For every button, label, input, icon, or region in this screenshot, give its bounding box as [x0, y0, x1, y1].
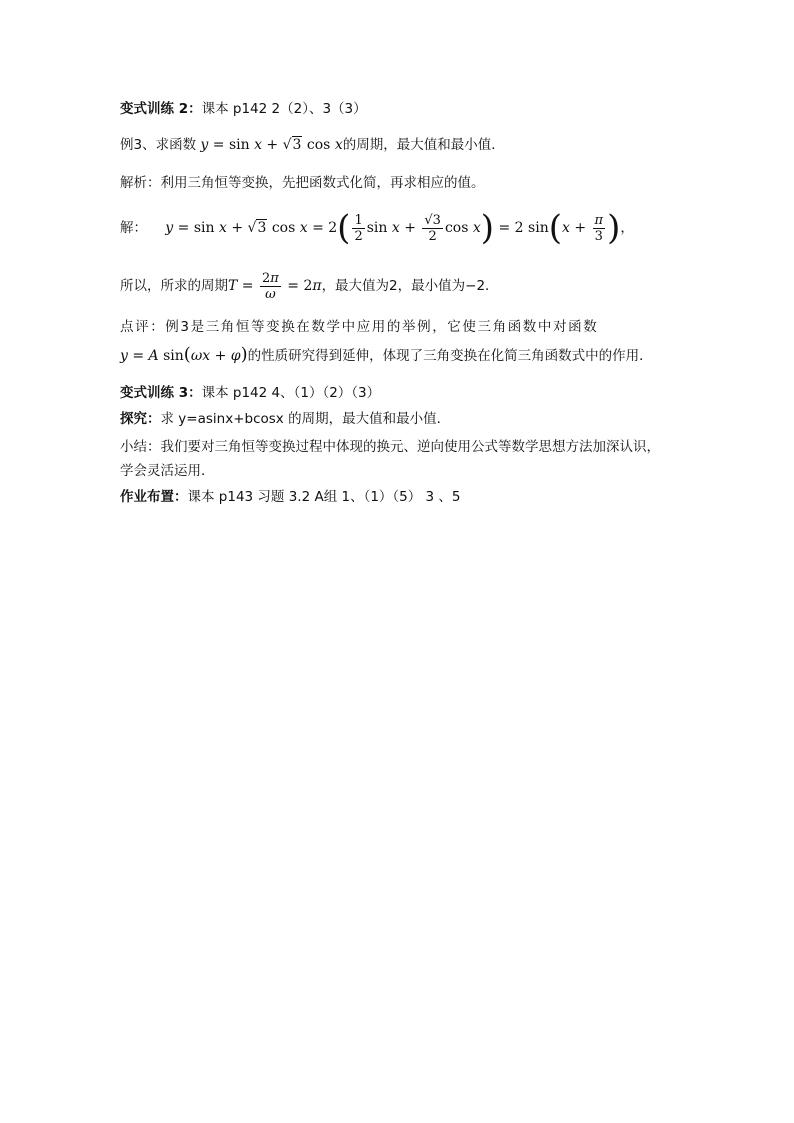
period-prefix: 所以，所求的周期 — [120, 278, 228, 294]
summary-line-2 — [120, 462, 215, 480]
comment-text-2: 的性质研究得到延伸，体现了三角变换在化简三角函数式中的作用． — [247, 348, 653, 364]
summary-line-1 — [120, 438, 660, 456]
solution-suffix: ， — [620, 220, 634, 236]
analysis-line — [120, 174, 485, 192]
exploration-line — [120, 410, 450, 428]
solution-prefix: 解： — [120, 220, 147, 236]
variant-exercise-2-text: 课本 p142 2（2）、3（3） — [201, 101, 367, 117]
solution-formula: y = sin x + √3 cos x = 2( $\frac{1}{2}$ sin x + $\frac{√3}{2}$ cos x) = 2 sin(x + $\frac{\pi}{3}$ ) — [165, 208, 621, 248]
exploration-label: 探究： — [120, 411, 161, 427]
function-formula: y = sin x + √3 cos x — [200, 137, 343, 153]
example-3-line — [120, 136, 505, 154]
comment-line-1 — [120, 318, 598, 336]
variant-exercise-3-text: 课本 p142 4、（1）（2）（3） — [201, 385, 381, 401]
example-3-suffix: 的周期，最大值和最小值． — [342, 137, 505, 153]
variant-exercise-3 — [120, 384, 380, 402]
exploration-text: 求 y=asinx+bcosx 的周期，最大值和最小值． — [160, 411, 451, 427]
general-sine-formula: y = A sin(ωx + φ) — [120, 344, 248, 365]
summary-text-2: 学会灵活运用． — [120, 463, 215, 479]
variant-exercise-3-label: 变式训练 3： — [120, 385, 202, 401]
solution-line — [120, 208, 634, 248]
period-formula: T = $\frac{2\pi}{\omega}$ = 2π — [228, 270, 322, 302]
analysis-text: 解析：利用三角恒等变换，先把函数式化简，再求相应的值。 — [120, 175, 485, 191]
homework-line — [120, 488, 461, 506]
comment-line-2 — [120, 346, 653, 365]
example-3-prefix: 例3、求函数 — [120, 137, 197, 153]
period-suffix: ，最大值为2，最小值为−2． — [321, 278, 499, 294]
homework-label: 作业布置： — [120, 489, 188, 505]
variant-exercise-2-label: 变式训练 2： — [120, 101, 202, 117]
comment-text-1: 点评：例3是三角恒等变换在数学中应用的举例，它使三角函数中对函数 — [120, 319, 599, 335]
summary-text-1: 小结：我们要对三角恒等变换过程中体现的换元、逆向使用公式等数学思想方法加深认识， — [120, 439, 660, 455]
variant-exercise-2 — [120, 100, 367, 118]
homework-text: 课本 p143 习题 3.2 A组 1、（1）（5） 3 、5 — [187, 489, 461, 505]
period-line — [120, 268, 499, 304]
